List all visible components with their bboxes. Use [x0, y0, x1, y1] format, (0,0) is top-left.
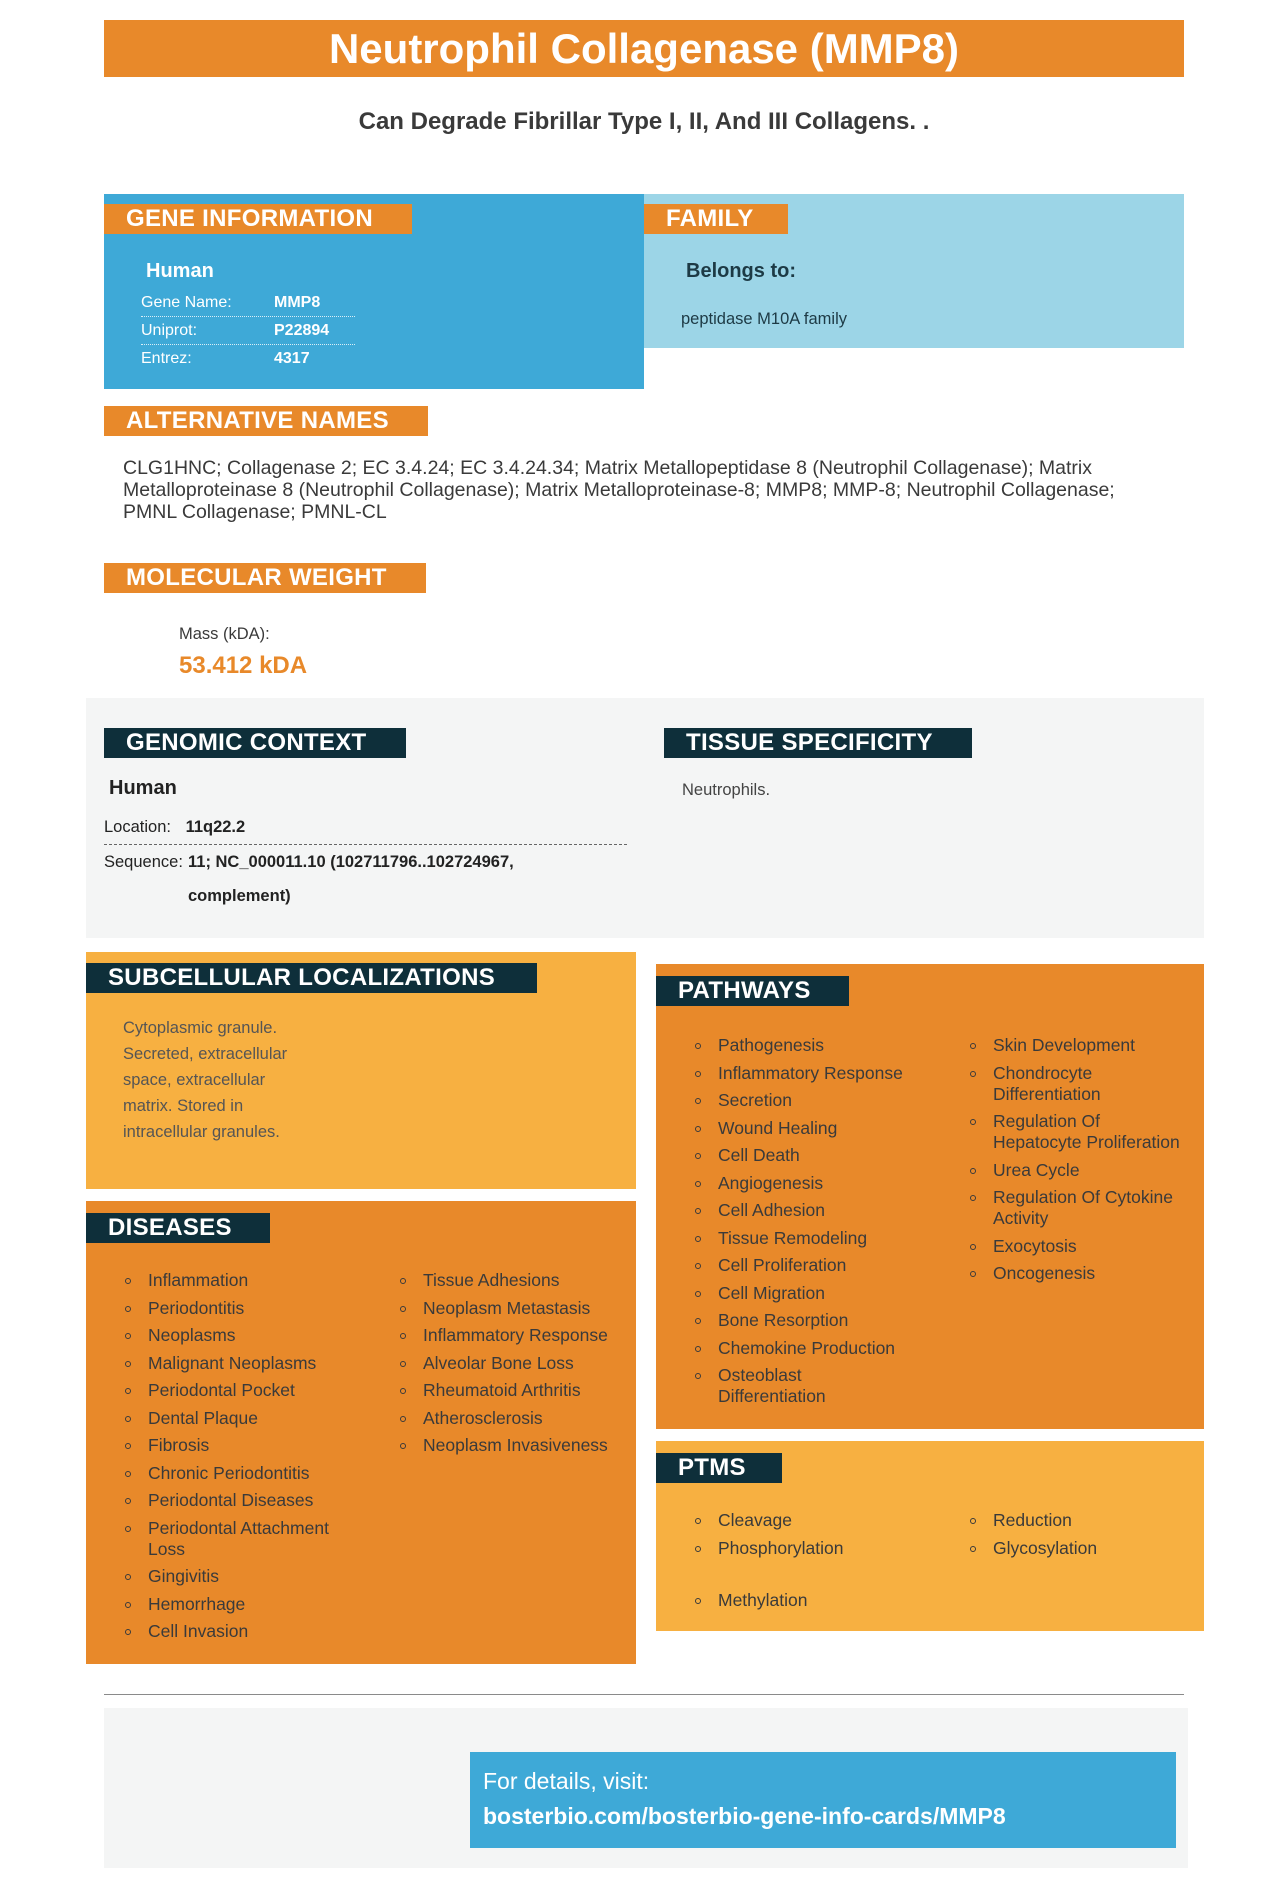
list-item: Gingivitis [124, 1566, 364, 1587]
diseases-list-2 [399, 1270, 629, 1463]
ptms-list-1 [694, 1510, 934, 1565]
alternative-names-text: CLG1HNC; Collagenase 2; EC 3.4.24; EC 3.4.24.34; Matrix Metallopeptidase 8 (Neutrophil Collagenase); Matrix Metalloproteinase 8 (Neutrophil Collagenase); Matrix Metalloproteinase-8; MMP8; MMP-8; Neutrophil Collagenase; PMNL Collagenase; PMNL-CL [123, 457, 1115, 523]
pathways-header: PATHWAYS [656, 976, 849, 1006]
sequence-label: Sequence: [104, 853, 183, 871]
subcellular-line: space, extracellular [123, 1071, 266, 1089]
sequence-value-2: complement) [188, 887, 291, 905]
location-row [104, 815, 627, 845]
ptms-list-2 [969, 1510, 1184, 1565]
footer-link-box[interactable] [470, 1752, 1176, 1848]
list-item: Neoplasm Metastasis [399, 1298, 629, 1319]
gene-name-row [141, 289, 355, 317]
location-value: 11q22.2 [185, 818, 246, 836]
subcellular-line: intracellular granules. [123, 1123, 280, 1141]
alternative-names-header: ALTERNATIVE NAMES [104, 406, 428, 436]
list-item: Bone Resorption [694, 1310, 934, 1331]
list-item: Periodontal Diseases [124, 1490, 364, 1511]
genomic-organism: Human [109, 777, 177, 799]
sequence-value-1: 11; NC_000011.10 (102711796..102724967, [188, 853, 514, 871]
gene-info-header: GENE INFORMATION [104, 204, 412, 234]
subcellular-text [123, 1015, 287, 1145]
list-item: Glycosylation [969, 1538, 1184, 1559]
list-item: Periodontitis [124, 1298, 364, 1319]
list-item: Periodontal Pocket [124, 1380, 364, 1401]
list-item: Cell Invasion [124, 1621, 364, 1642]
list-item: Oncogenesis [969, 1263, 1184, 1284]
list-item: Reduction [969, 1510, 1184, 1531]
tissue-specificity-header: TISSUE SPECIFICITY [664, 728, 972, 758]
list-item: Chondrocyte Differentiation [969, 1063, 1143, 1105]
pathways-list-1 [694, 1035, 934, 1414]
ptms-list-3 [694, 1590, 934, 1618]
list-item: Cell Death [694, 1145, 934, 1166]
list-item: Alveolar Bone Loss [399, 1353, 629, 1374]
list-item: Chemokine Production [694, 1338, 934, 1359]
family-belongs-label: Belongs to: [686, 260, 796, 282]
subcellular-line: Secreted, extracellular [123, 1045, 288, 1063]
list-item: Wound Healing [694, 1118, 934, 1139]
pathways-list-2 [969, 1035, 1184, 1291]
entrez-label: Entrez: [141, 350, 192, 367]
footer-divider [104, 1694, 1184, 1695]
list-item: Cleavage [694, 1510, 934, 1531]
list-item: Dental Plaque [124, 1408, 364, 1429]
subcellular-header: SUBCELLULAR LOCALIZATIONS [86, 963, 537, 993]
list-item: Skin Development [969, 1035, 1184, 1056]
diseases-header: DISEASES [86, 1213, 270, 1243]
family-value: peptidase M10A family [681, 310, 848, 328]
list-item: Rheumatoid Arthritis [399, 1380, 629, 1401]
list-item: Cell Migration [694, 1283, 934, 1304]
subcellular-line: matrix. Stored in [123, 1097, 244, 1115]
list-item: Osteoblast Differentiation [694, 1365, 868, 1407]
family-header: FAMILY [644, 204, 788, 234]
list-item: Phosphorylation [694, 1538, 934, 1559]
list-item: Inflammatory Response [694, 1063, 934, 1084]
list-item: Methylation [694, 1590, 934, 1611]
list-item: Angiogenesis [694, 1173, 934, 1194]
list-item: Inflammatory Response [399, 1325, 629, 1346]
list-item: Cell Adhesion [694, 1200, 934, 1221]
uniprot-label: Uniprot: [141, 322, 198, 339]
subcellular-line: Cytoplasmic granule. [123, 1019, 278, 1037]
list-item: Malignant Neoplasms [124, 1353, 364, 1374]
list-item: Urea Cycle [969, 1160, 1184, 1181]
gene-organism: Human [146, 260, 214, 282]
list-item: Cell Proliferation [694, 1255, 934, 1276]
genomic-context-header: GENOMIC CONTEXT [104, 728, 406, 758]
page-title: Neutrophil Collagenase (MMP8) [328, 25, 960, 72]
diseases-list-1 [124, 1270, 364, 1649]
uniprot-value: P22894 [274, 322, 330, 339]
list-item: Fibrosis [124, 1435, 364, 1456]
location-label: Location: [104, 818, 171, 836]
list-item: Atherosclerosis [399, 1408, 629, 1429]
gene-name-label: Gene Name: [141, 294, 232, 311]
list-item: Regulation Of Cytokine Activity [969, 1187, 1184, 1229]
list-item: Pathogenesis [694, 1035, 934, 1056]
molecular-weight-header: MOLECULAR WEIGHT [104, 563, 426, 593]
list-item: Inflammation [124, 1270, 364, 1291]
title-bar [104, 20, 1184, 77]
tissue-specificity-text: Neutrophils. [682, 781, 771, 799]
list-item: Neoplasm Invasiveness [399, 1435, 629, 1456]
entrez-row [141, 345, 355, 372]
list-item: Tissue Remodeling [694, 1228, 934, 1249]
footer-label: For details, visit: [483, 1768, 650, 1794]
entrez-value: 4317 [274, 350, 310, 367]
page-subtitle: Can Degrade Fibrillar Type I, II, And III Collagens. . [358, 108, 930, 135]
mass-label: Mass (kDA): [179, 625, 270, 643]
list-item: Regulation Of Hepatocyte Proliferation [969, 1111, 1184, 1153]
footer-url[interactable]: bosterbio.com/bosterbio-gene-info-cards/MMP8 [483, 1803, 1006, 1829]
list-item: Hemorrhage [124, 1594, 364, 1615]
list-item: Exocytosis [969, 1236, 1184, 1257]
list-item: Tissue Adhesions [399, 1270, 629, 1291]
list-item: Neoplasms [124, 1325, 364, 1346]
uniprot-row [141, 317, 355, 345]
gene-name-value: MMP8 [274, 294, 321, 311]
list-item: Chronic Periodontitis [124, 1463, 364, 1484]
ptms-header: PTMS [656, 1453, 782, 1483]
list-item: Secretion [694, 1090, 934, 1111]
list-item: Periodontal Attachment Loss [124, 1518, 364, 1560]
mass-value: 53.412 kDA [179, 652, 308, 679]
gene-info-table [141, 289, 355, 372]
